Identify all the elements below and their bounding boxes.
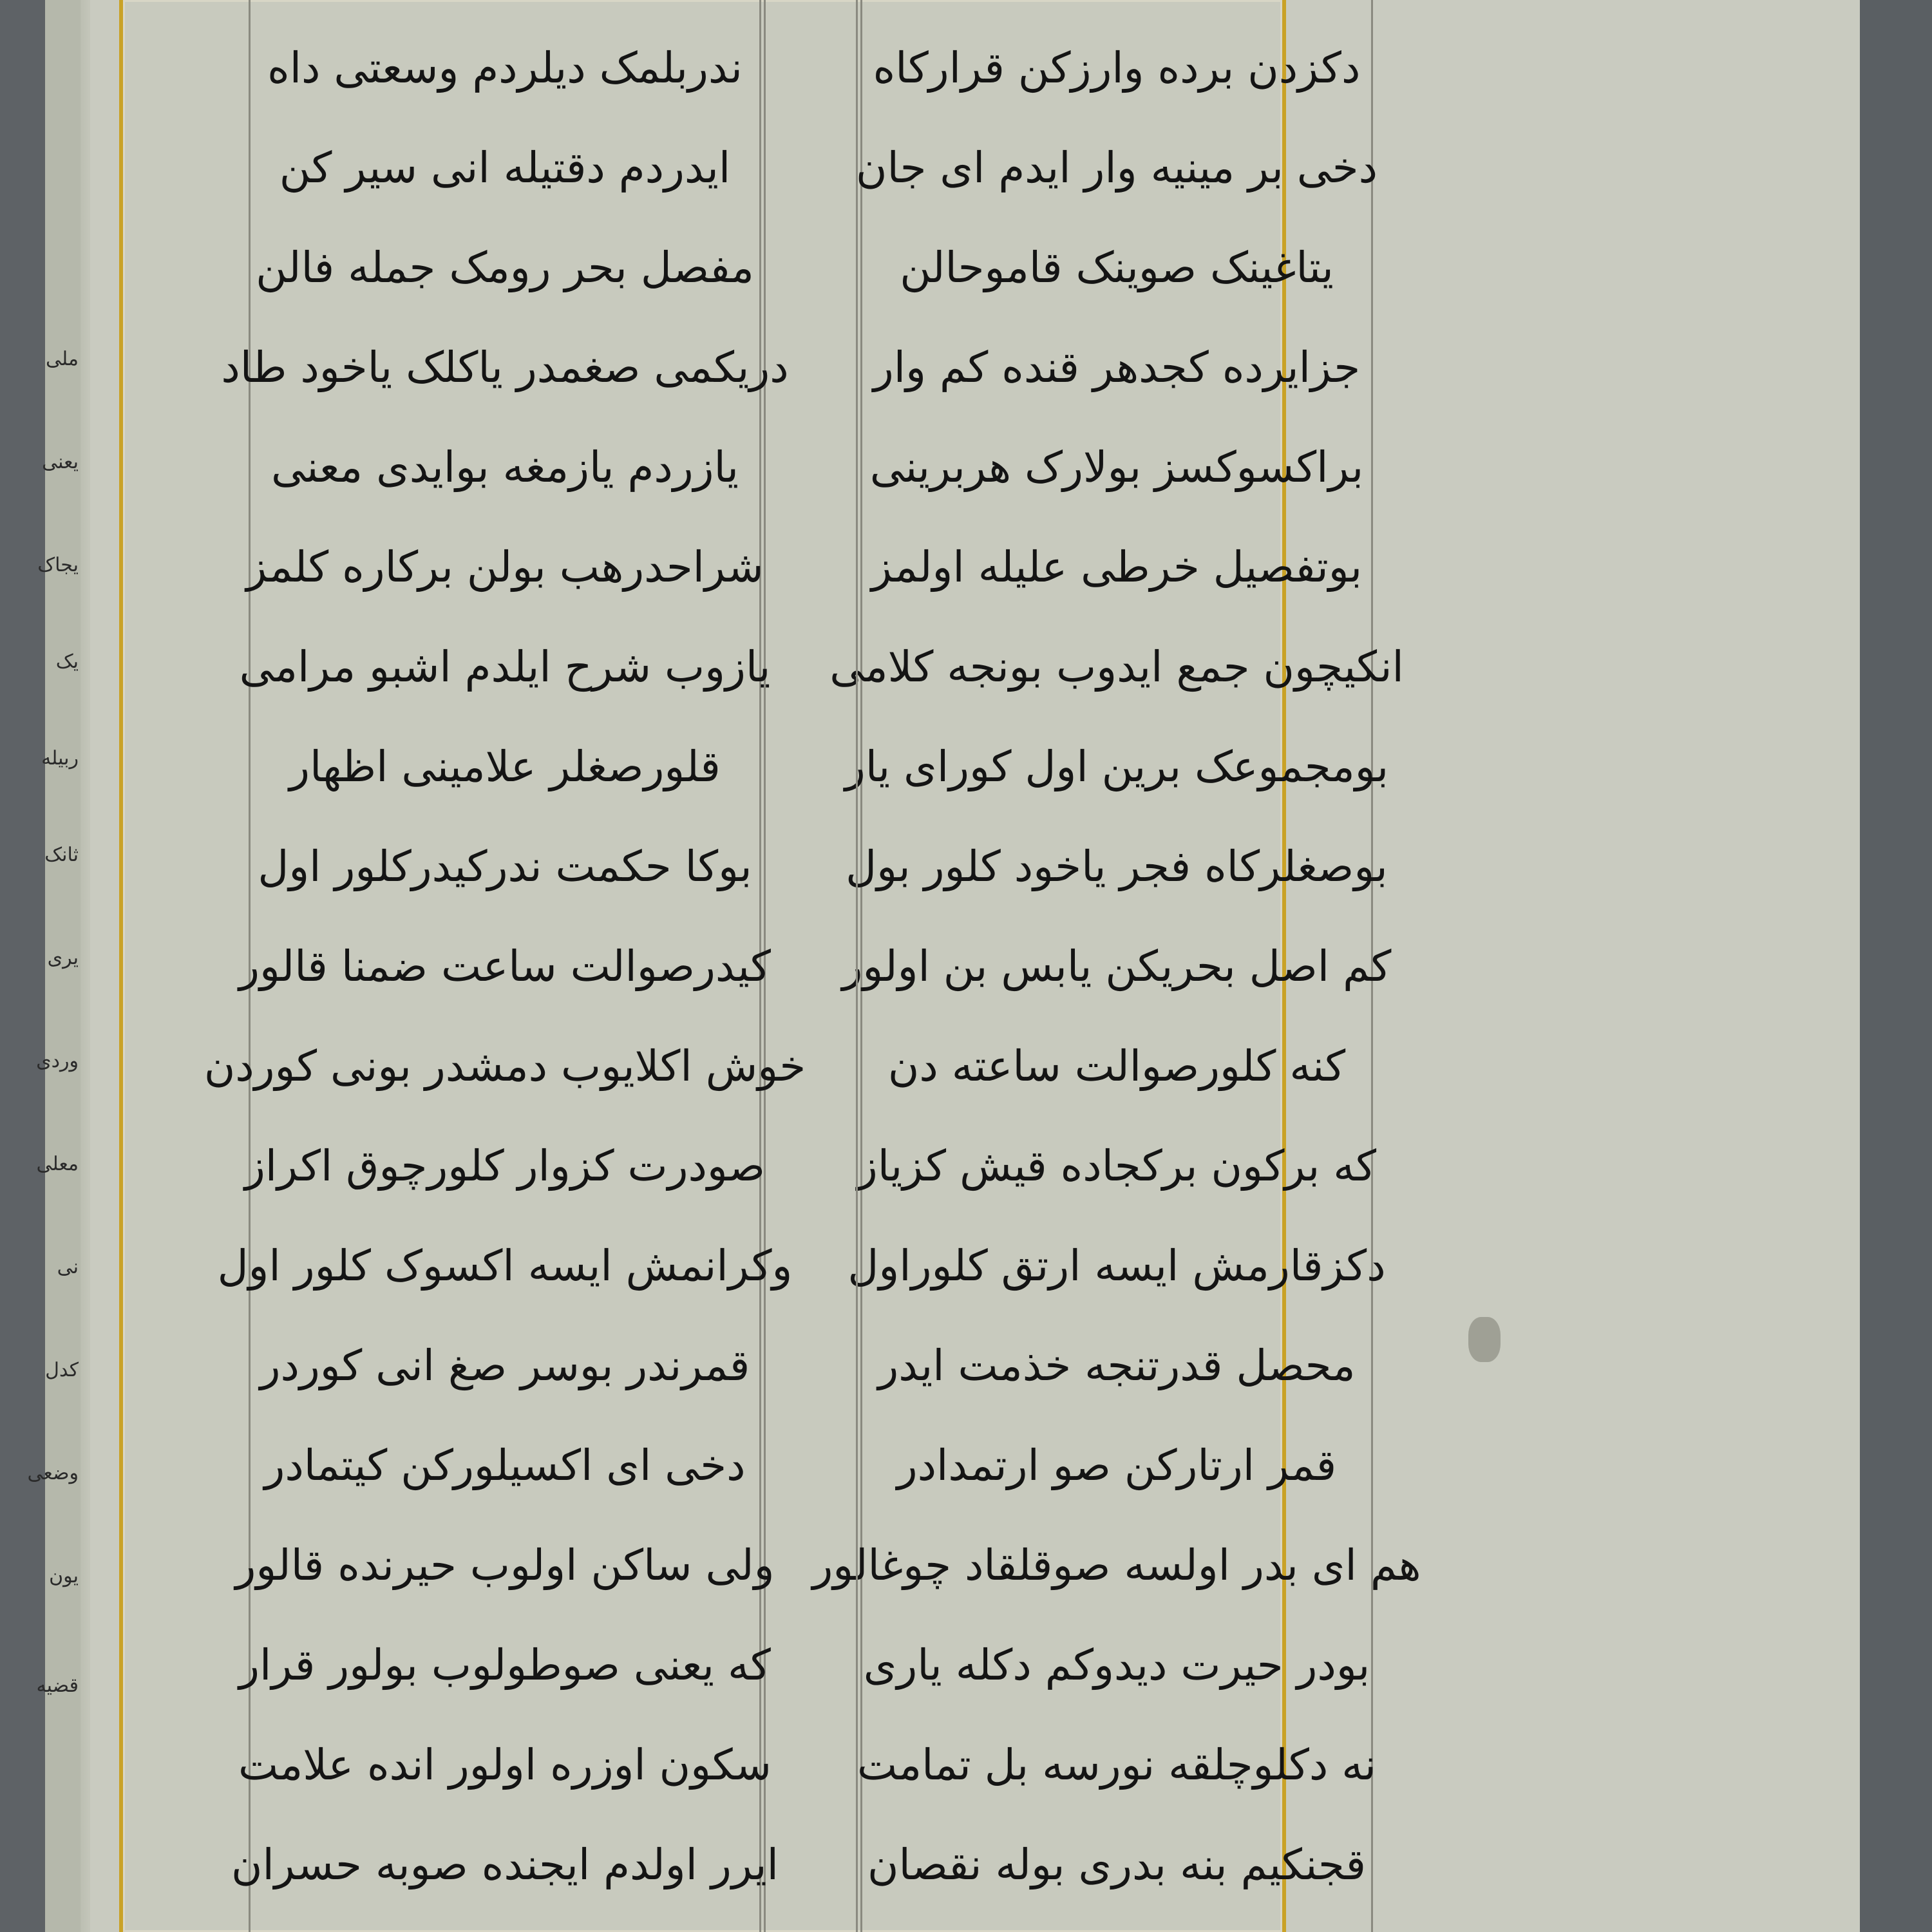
verse-column-right xyxy=(812,0,1421,1932)
verse-line: بودر حیرت دیدوکم دکله یاری xyxy=(863,1640,1370,1690)
verse-line: قمرندر بوسر صغ انی کوردر xyxy=(260,1340,750,1390)
previous-page-margin xyxy=(27,0,80,1932)
backdrop xyxy=(1858,0,1932,1932)
margin-fragment: یعنی xyxy=(42,451,79,473)
margin-fragment: ربیله xyxy=(41,747,79,770)
column-gutter xyxy=(764,0,858,1932)
margin-fragment: وضعی xyxy=(27,1462,79,1484)
verse-line: سکون اوزره اولور انده علامت xyxy=(238,1739,772,1790)
verse-line: مفصل بحر رومک جمله فالن xyxy=(256,242,754,292)
verse-line: دکزدن برده وارزکن قرارکاه xyxy=(873,43,1361,93)
margin-fragment: یون xyxy=(49,1565,79,1587)
verse-line: بومجموعک برین اول کورای یار xyxy=(844,741,1389,791)
verse-line: دریکمی صغمدر یاکلک یاخود طاد xyxy=(221,342,789,392)
verse-line: یازوب شرح ایلدم اشبو مرامی xyxy=(239,641,771,692)
verse-line: انکیچون جمع ایدوب بونجه کلامی xyxy=(829,641,1404,692)
verse-line: ایدردم دقتیله انی سیر کن xyxy=(279,142,731,193)
verse-line: کنه کلورصوالت ساعته دن xyxy=(887,1041,1346,1091)
verse-line: دکزقارمش ایسه ارتق کلوراول xyxy=(848,1240,1386,1291)
verse-line: بوتفصیل خرطی علیله اولمز xyxy=(871,542,1363,592)
verse-line: وکرانمش ایسه اکسوک کلور اول xyxy=(217,1240,793,1291)
margin-fragment: یجاک xyxy=(37,554,79,576)
verse-column-left xyxy=(204,0,806,1932)
verse-line: خوش اکلایوب دمشدر بونی کوردن xyxy=(204,1041,806,1091)
verse-line: کیدرصوالت ساعت ضمنا قالور xyxy=(239,941,771,991)
margin-fragment: وردی xyxy=(36,1050,79,1072)
verse-line: یازردم یازمغه بوایدی معنی xyxy=(271,442,739,492)
verse-line: محصل قدرتنجه خذمت ایدر xyxy=(878,1340,1356,1390)
verse-line: براکسوکسز بولارک هربرینی xyxy=(869,442,1364,492)
verse-line: قمر ارتارکن صو ارتمدادر xyxy=(896,1440,1337,1490)
margin-fragment: نی xyxy=(57,1256,79,1278)
verse-line: جزایرده کجدهر قنده کم وار xyxy=(873,342,1361,392)
margin-fragment: معلی xyxy=(36,1153,79,1175)
margin-fragment: یری xyxy=(47,947,79,969)
verse-line: قلورصغلر علامینی اظهار xyxy=(289,741,721,791)
verse-line: بوصغلرکاه فجر یاخود کلور بول xyxy=(846,841,1388,891)
verse-line: که برکون برکجاده قیش کزیاز xyxy=(857,1141,1377,1191)
margin-fragment: ثانک xyxy=(44,844,79,866)
text-block-frame xyxy=(119,0,1421,1932)
verse-line: قجنکیم بنه بدری بوله نقصان xyxy=(867,1839,1367,1889)
margin-fragment: ملی xyxy=(45,348,79,370)
verse-line: که یعنی صوطولوب بولور قرار xyxy=(239,1640,771,1690)
verse-line: صودرت کزوار کلورچوق اکراز xyxy=(244,1141,766,1191)
verse-line: کم اصل بحریکن یابس بن اولور xyxy=(842,941,1392,991)
verse-line: ایرر اولدم ایجنده صوبه حسران xyxy=(231,1839,779,1889)
verse-line: نه دکلوچلقه نورسه بل تمامت xyxy=(857,1739,1377,1790)
verse-line: بوکا حکمت ندرکیدرکلور اول xyxy=(258,841,752,891)
verse-line: ولی ساکن اولوب حیرنده قالور xyxy=(235,1540,775,1590)
verse-line: یتاغینک صوینک قاموحالن xyxy=(900,242,1334,292)
verse-line: دخی ای اکسیلورکن کیتمادر xyxy=(264,1440,746,1490)
margin-fragment: کدل xyxy=(45,1359,79,1381)
ink-stain xyxy=(1468,1317,1501,1362)
verse-line: ندربلمک دیلردم وسعتی داه xyxy=(267,43,743,93)
verse-line: هم ای بدر اولسه صوقلقاد چوغالور xyxy=(812,1540,1421,1590)
verse-line: دخی بر مینیه وار ایدم ای جان xyxy=(855,142,1378,193)
verse-line: شراحدرهب بولن برکاره کلمز xyxy=(246,542,764,592)
margin-fragment: یک xyxy=(55,650,79,673)
margin-fragment: قضیه xyxy=(36,1674,79,1697)
